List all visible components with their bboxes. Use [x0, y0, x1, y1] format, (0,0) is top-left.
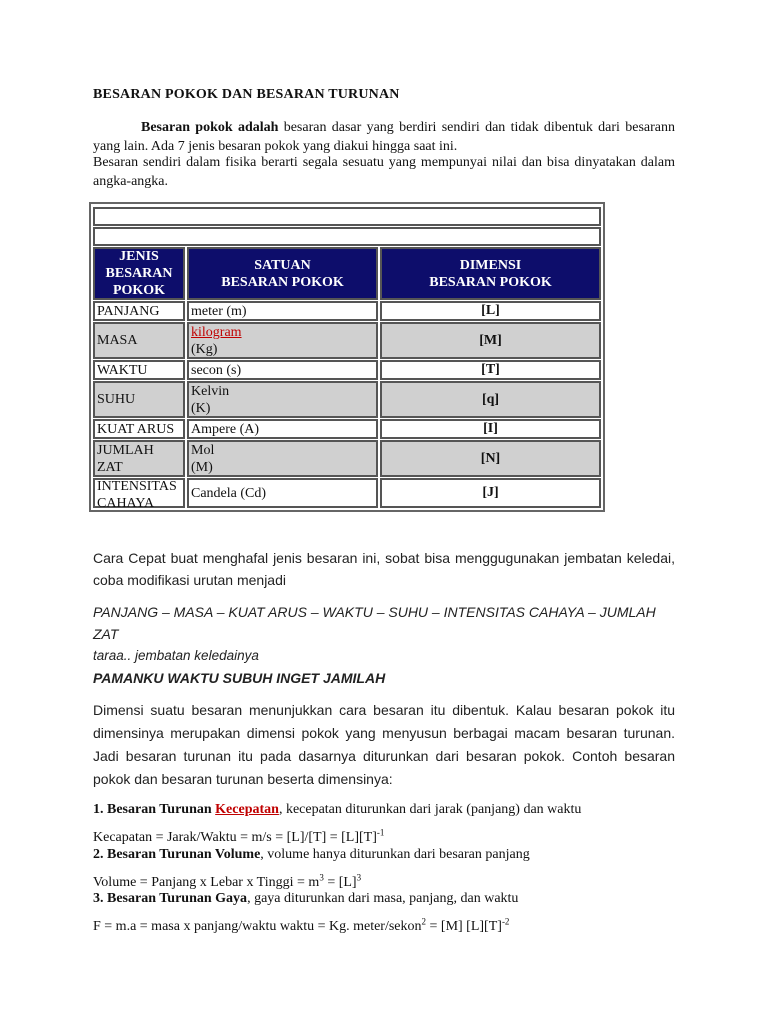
table-cell-dimensi: [J]	[380, 478, 601, 508]
intro-paragraph	[93, 118, 675, 156]
formula-kecepatan: Kecapatan = Jarak/Waktu = $m/s = [L]/[T] = [L][T]^{-1}$	[93, 827, 385, 845]
table-cell-satuan: Kelvin (K)	[187, 381, 378, 418]
dimensi-paragraph: Dimensi suatu besaran menunjukkan cara besaran itu dibentuk. Kalau besaran pokok itu dimensinya merupakan dimensi pokok yang menyusun berbagai macam besaran turunan. Jadi besaran turunan itu pada dasarnya diturunkan dari besaran pokok. Contoh besaran pokok dan besaran turunan beserta dimensinya:	[93, 702, 675, 787]
header-satuan	[187, 247, 378, 300]
table-cell-dimensi: [N]	[380, 440, 601, 477]
taraa-line: taraa.. jembatan keledainya	[93, 648, 259, 663]
header-dimensi-line: BESARAN POKOK	[429, 274, 552, 290]
table-cell-jenis: PANJANG	[93, 301, 185, 321]
intro-bold-lead: Besaran pokok adalah	[141, 120, 279, 135]
header-jenis	[93, 247, 185, 300]
document-title: BESARAN POKOK DAN BESARAN TURUNAN	[93, 87, 400, 102]
table-cell-dimensi: [I]	[380, 419, 601, 439]
mnemonic-phrase: PAMANKU WAKTU SUBUH INGET JAMILAH	[93, 670, 386, 686]
tip-paragraph: Cara Cepat buat menghafal jenis besaran ini, sobat bisa menggugunakan jembatan keledai, coba modifikasi urutan menjadi	[93, 550, 675, 588]
table-empty-row-2	[93, 227, 601, 246]
intro-paragraph-2: Besaran sendiri dalam fisika berarti segala sesuatu yang mempunyai nilai dan bisa dinyatakan dalam angka-angka.	[93, 155, 675, 189]
table-cell-satuan: secon (s)	[187, 360, 378, 380]
table-cell-satuan: kilogram (Kg)	[187, 322, 378, 359]
header-satuan-line: SATUAN	[254, 257, 311, 273]
formula-gaya: F = m.a = masa x panjang/waktu waktu = Kg. meter/sekon$^2$ = [M] $[L][T]^{-2}$	[93, 916, 510, 934]
table-cell-dimensi: [T]	[380, 360, 601, 380]
mnemonic-order: PANJANG – MASA – KUAT ARUS – WAKTU – SUHU – INTENSITAS CAHAYA – JUMLAH ZAT	[93, 604, 656, 642]
table-cell-jenis: WAKTU	[93, 360, 185, 380]
header-satuan-line: BESARAN POKOK	[221, 274, 344, 290]
table-cell-dimensi: [q]	[380, 381, 601, 418]
table-cell-jenis: JUMLAH ZAT	[93, 440, 185, 477]
table-cell-satuan: Mol (M)	[187, 440, 378, 477]
table-cell-jenis: SUHU	[93, 381, 185, 418]
header-jenis-line: BESARAN	[105, 266, 173, 281]
besaran-pokok-table	[89, 202, 605, 512]
table-cell-jenis: INTENSITAS CAHAYA	[93, 478, 185, 508]
table-cell-satuan: Candela (Cd)	[187, 478, 378, 508]
table-cell-jenis: MASA	[93, 322, 185, 359]
header-jenis-line: JENIS	[119, 249, 159, 264]
table-empty-row-1	[93, 207, 601, 226]
list-item: 1. Besaran Turunan Kecepatan, kecepatan diturunkan dari jarak (panjang) dan waktu Kecapatan = Jarak/Waktu = $m/s = [L]/[T] = [L][T]^{-1}$	[93, 802, 582, 845]
header-dimensi-line: DIMENSI	[459, 257, 522, 273]
header-jenis-line: POKOK	[112, 283, 166, 298]
table-cell-dimensi: [M]	[380, 322, 601, 359]
table-cell-satuan: meter (m)	[187, 301, 378, 321]
table-cell-satuan: Ampere (A)	[187, 419, 378, 439]
list-item: 3. Besaran Turunan Gaya, gaya diturunkan dari masa, panjang, dan waktu F = m.a = masa x panjang/waktu waktu = Kg. meter/sekon$^2$ = [M] $[L][T]^{-2}$	[93, 891, 519, 934]
kilogram-link[interactable]: kilogram	[191, 325, 242, 340]
table-cell-dimensi: [L]	[380, 301, 601, 321]
intro-line1-rest: besaran dasar yang berdiri sendiri dan tidak dibentuk dari besarann yang lain. Ada 7 jenis besaran pokok yang diakui hingga saat ini.	[93, 120, 675, 154]
list-item: 2. Besaran Turunan Volume, volume hanya diturunkan dari besaran panjang Volume = Panjang x Lebar x Tinggi = $m^3 = [L]^3$	[93, 847, 530, 890]
formula-volume: Volume = Panjang x Lebar x Tinggi = $m^3 = [L]^3$	[93, 872, 362, 890]
header-dimensi	[380, 247, 601, 300]
table-cell-jenis: KUAT ARUS	[93, 419, 185, 439]
kecepatan-link[interactable]: Kecepatan	[215, 802, 279, 817]
